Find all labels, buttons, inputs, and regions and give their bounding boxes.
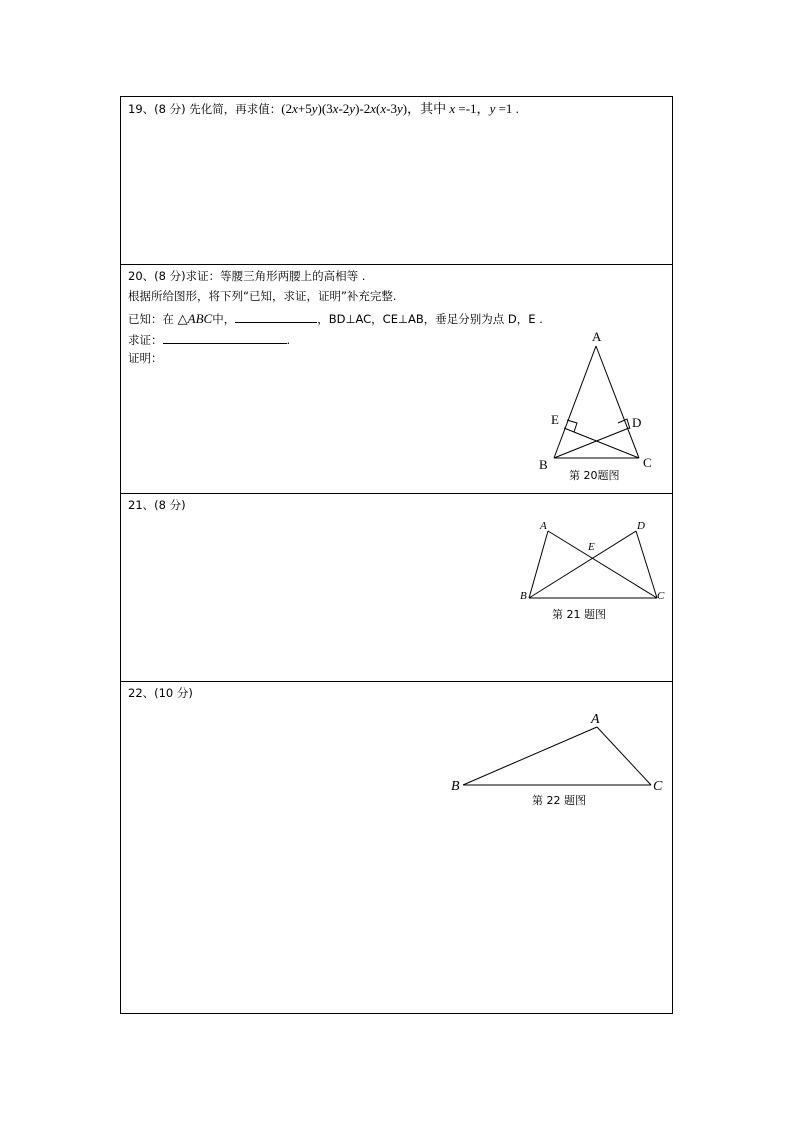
question-19-text (128, 101, 519, 117)
fig20-label-a: A (592, 329, 602, 344)
fig22-label-a: A (591, 712, 600, 727)
question-19-cell (121, 97, 672, 264)
fig20-caption: 第 20题图 (569, 469, 620, 482)
fig20-label-b: B (539, 457, 548, 472)
fig22-label-c: C (653, 779, 663, 794)
question-19-expression: (2x+5y)(3x-2y)-2x(x-3y)，其中 x =-1，y =1 . (281, 101, 519, 116)
question-22-cell (121, 681, 672, 1015)
given-suffix: ，BD⊥AC，CE⊥AB，垂足分别为点 D，E . (317, 312, 543, 326)
fig20-label-e: E (551, 412, 559, 427)
figure-21 (121, 494, 674, 682)
given-mid: 中， (212, 312, 236, 326)
fig21-label-b: B (520, 590, 527, 602)
fig20-side-ac (596, 346, 642, 458)
fig21-segment-dc (636, 531, 657, 598)
fig21-segment-ac (548, 531, 657, 598)
question-21-cell (121, 493, 672, 681)
prove-end: . (286, 333, 291, 347)
fig20-altitude-ce (564, 428, 639, 458)
figure-20 (121, 265, 674, 494)
question-21-header: 21、(8 分) (128, 498, 186, 512)
fig21-label-a: A (540, 520, 547, 532)
fig20-right-angle-d (618, 419, 630, 429)
fig20-side-ab (554, 346, 596, 458)
question-19-header: 19、(8 分) 先化简，再求值： (128, 102, 282, 116)
fig21-caption: 第 21 题图 (552, 608, 606, 621)
question-20-proof-label: 证明： (128, 351, 163, 365)
fig22-side-ba (463, 727, 597, 785)
question-20-header: 20、(8 分)求证：等腰三角形两腰上的高相等 . (128, 269, 366, 283)
fig20-label-d: D (632, 415, 642, 430)
question-20-instruction: 根据所给图形，将下列“已知，求证，证明”补充完整. (128, 289, 397, 303)
fig21-label-d: D (637, 520, 645, 532)
fig21-label-c: C (657, 590, 665, 602)
exam-answer-sheet (120, 96, 673, 1014)
fig22-side-ac (597, 727, 651, 785)
prove-label: 求证： (128, 333, 163, 347)
fig22-caption: 第 22 题图 (532, 794, 586, 807)
question-20-cell (121, 264, 672, 493)
fig22-label-b: B (451, 779, 460, 794)
given-prefix: 已知：在 (128, 312, 174, 326)
figure-22 (121, 682, 674, 1016)
fig21-label-e: E (588, 541, 595, 553)
fig20-altitude-bd (554, 428, 629, 458)
question-22-header: 22、(10 分) (128, 686, 193, 700)
given-triangle: △ABC (177, 311, 213, 326)
fig20-label-c: C (643, 455, 652, 470)
